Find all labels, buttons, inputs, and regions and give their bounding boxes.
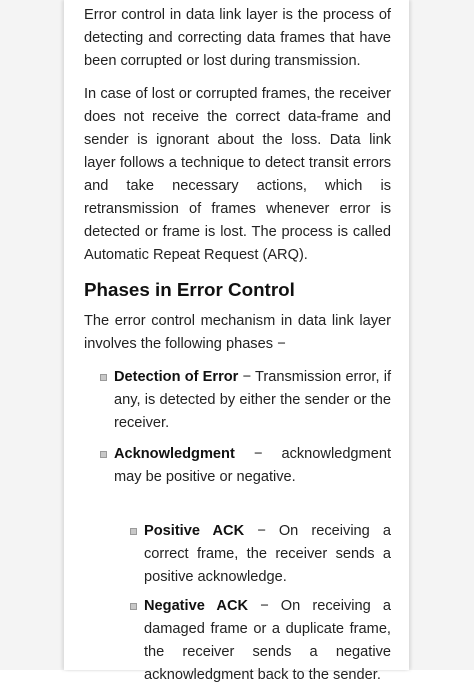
list-item-negative-ack: [84, 595, 391, 687]
list-item-description: − On receiving a correct frame, the receiver sends a positive acknowledge.: [144, 523, 391, 585]
phases-list: [84, 366, 391, 489]
list-item-positive-ack: [84, 520, 391, 589]
square-bullet-icon: [100, 374, 107, 381]
intro-paragraph: Error control in data link layer is the process of detecting and correcting data frames that have been corrupted or lost during transmission.: [84, 7, 391, 69]
square-bullet-icon: [130, 603, 137, 610]
list-item-term: Negative ACK: [144, 598, 249, 614]
list-item-description: − On receiving a damaged frame or a duplicate frame, the receiver sends a negative acknowledgment back to the sender.: [144, 598, 391, 683]
list-item-description: − Transmission error, if any, is detected by either the sender or the receiver.: [114, 369, 391, 431]
article-content: [84, 4, 391, 693]
list-item-term: Detection of Error: [114, 369, 239, 385]
list-item-term: Acknowledgment: [114, 446, 235, 462]
phases-intro-paragraph: The error control mechanism in data link layer involves the following phases −: [84, 313, 391, 352]
list-item-detection: [84, 366, 391, 435]
list-item-acknowledgment: [84, 443, 391, 489]
list-item-description: − acknowledgment may be positive or negative.: [114, 446, 391, 485]
list-item-term: Positive ACK: [144, 523, 245, 539]
section-heading: Phases in Error Control: [84, 279, 295, 300]
arq-paragraph: In case of lost or corrupted frames, the receiver does not receive the correct data-frame and sender is ignorant about the loss. Data link layer follows a technique to detect transit errors and take necessary actions, which is retransmission of frames whenever error is detected or frame is lost. The process is called Automatic Repeat Request (ARQ).: [84, 86, 391, 263]
square-bullet-icon: [130, 528, 137, 535]
ack-types-list: [84, 520, 391, 687]
list-spacer: [84, 497, 391, 520]
square-bullet-icon: [100, 451, 107, 458]
